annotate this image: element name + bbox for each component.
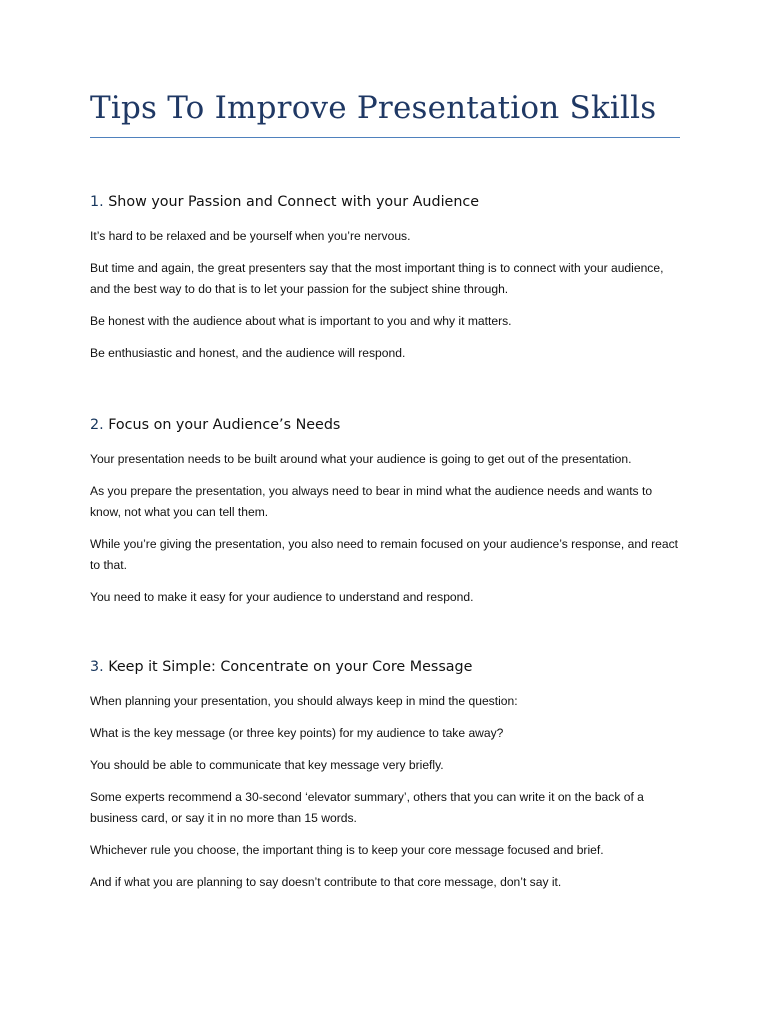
paragraph: Your presentation needs to be built around what your audience is going to get out of the presentation. — [90, 452, 632, 466]
section-number: 1. — [90, 194, 104, 210]
section-number: 2. — [90, 417, 104, 433]
section-3 — [90, 657, 680, 904]
section-number: 3. — [90, 659, 104, 675]
section-2 — [90, 415, 680, 619]
paragraph: Be enthusiastic and honest, and the audience will respond. — [90, 346, 406, 360]
paragraph: When planning your presentation, you should always keep in mind the question: — [90, 694, 518, 708]
paragraph: Whichever rule you choose, the important thing is to keep your core message focused and brief. — [90, 843, 604, 857]
paragraph: But time and again, the great presenters say that the most important thing is to connect with your audience, and the best way to do that is to let your passion for the subject shine through. — [90, 261, 664, 296]
paragraph: What is the key message (or three key points) for my audience to take away? — [90, 726, 504, 740]
paragraph: Some experts recommend a 30-second ‘elevator summary’, others that you can write it on the back of a business card, or say it in no more than 15 words. — [90, 790, 644, 825]
section-heading — [90, 657, 680, 677]
paragraph: While you’re giving the presentation, you also need to remain focused on your audience’s response, and react to that. — [90, 537, 679, 572]
paragraph: You need to make it easy for your audience to understand and respond. — [90, 590, 474, 604]
section-heading — [90, 192, 680, 212]
paragraph: And if what you are planning to say doesn’t contribute to that core message, don’t say it. — [90, 875, 562, 889]
section-1 — [90, 192, 680, 375]
paragraph: Be honest with the audience about what is important to you and why it matters. — [90, 314, 512, 328]
title-underline — [90, 137, 680, 138]
section-heading — [90, 415, 680, 435]
section-heading-text: Focus on your Audience’s Needs — [108, 417, 341, 433]
section-heading-text: Keep it Simple: Concentrate on your Core Message — [108, 659, 473, 675]
document-title: Tips To Improve Presentation Skills — [90, 90, 657, 126]
paragraph: It’s hard to be relaxed and be yourself when you’re nervous. — [90, 229, 411, 243]
paragraph: You should be able to communicate that key message very briefly. — [90, 758, 444, 772]
paragraph: As you prepare the presentation, you always need to bear in mind what the audience needs and wants to know, not what you can tell them. — [90, 484, 653, 519]
section-heading-text: Show your Passion and Connect with your Audience — [108, 194, 480, 210]
